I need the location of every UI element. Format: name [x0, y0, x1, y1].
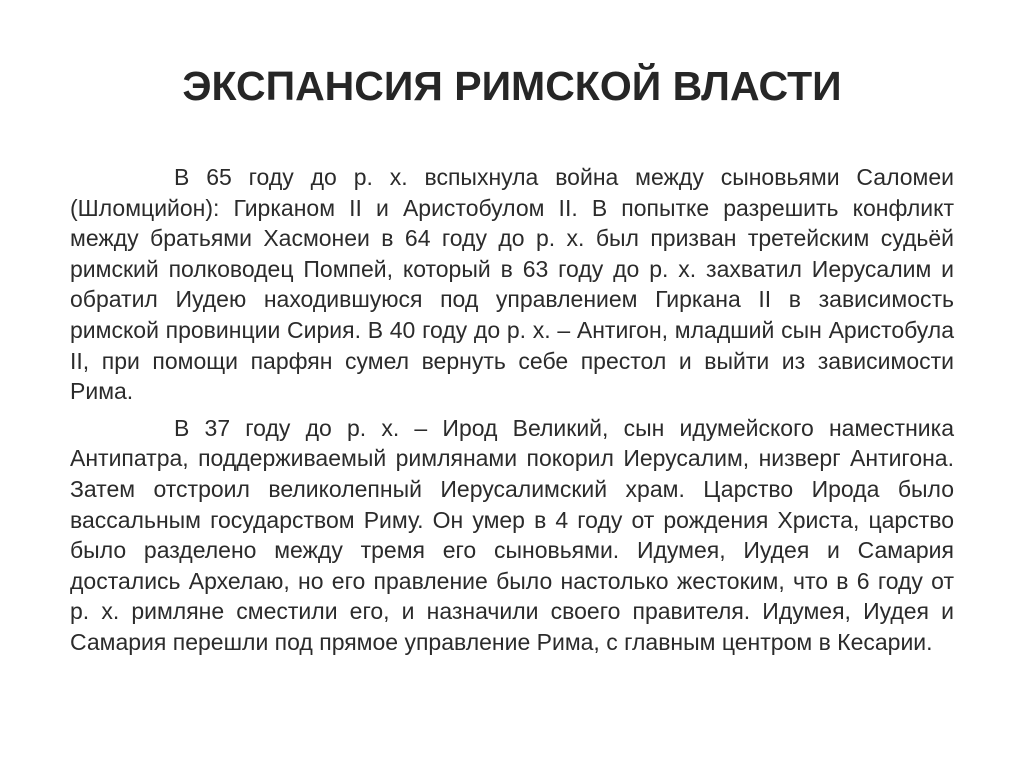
paragraph-2: В 37 году до р. х. – Ирод Великий, сын идумейского наместника Антипатра, поддерживаемый римлянами покорил Иерусалим, низверг Антигона. Затем отстроил великолепный Иерусалимский храм. Царство Ирода было вассальным государством Риму. Он умер в 4 году от рождения Христа, царство было разделено между тремя его сыновьями. Идумея, Иудея и Самария достались Архелаю, но его правление было настолько жестоким, что в 6 году от р. х. римляне сместили его, и назначили своего правителя. Идумея, Иудея и Самария перешли под прямое управление Рима, с главным центром в Кесарии. [70, 414, 954, 655]
slide-title: ЭКСПАНСИЯ РИМСКОЙ ВЛАСТИ [182, 63, 842, 109]
slide-body [70, 162, 954, 664]
paragraph-1: В 65 году до р. х. вспыхнула война между сыновьями Саломеи (Шломцийон): Гирканом II и Аристобулом II. В попытке разрешить конфликт между братьями Хасмонеи в 64 году до р. х. был призван третейским судьёй римский полководец Помпей, который в 63 году до р. х. захватил Иерусалим и обратил Иудею находившуюся под управлением Гиркана II в зависимость римской провинции Сирия. В 40 году до р. х. – Антигон, младший сын Аристобула II, при помощи парфян сумел вернуть себе престол и выйти из зависимости Рима. [70, 164, 954, 405]
